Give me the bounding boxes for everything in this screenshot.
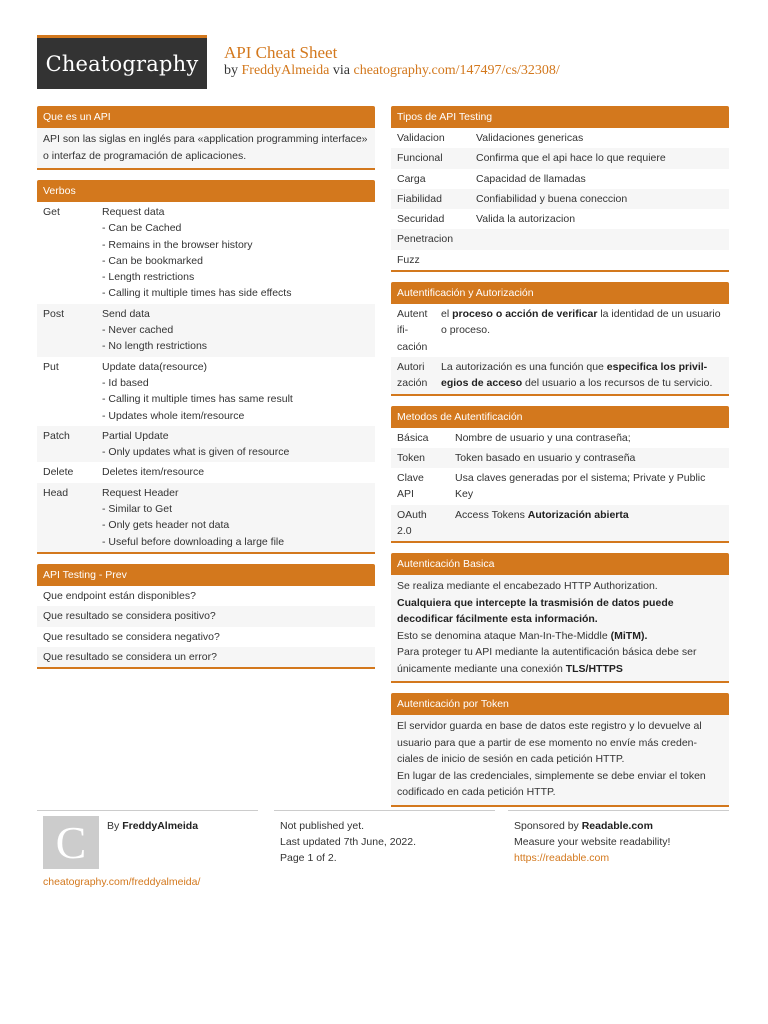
- footer-author-name[interactable]: FreddyAlmeida: [122, 820, 199, 832]
- section-header: Tipos de API Testing: [391, 106, 729, 128]
- footer-status: [280, 818, 416, 866]
- verb-name: Get: [43, 206, 60, 218]
- type-name: Fiabilidad: [397, 192, 442, 205]
- verb-name: Patch: [43, 429, 70, 442]
- bold-text: (MiTM).: [610, 629, 648, 642]
- section-tipos-api-testing: [391, 106, 729, 272]
- sponsor-tagline: Measure your website readability!: [514, 836, 671, 848]
- right-column: [391, 106, 729, 817]
- table-row: [391, 169, 729, 189]
- text-part: Para proteger tu API mediante la autentificación básica debe ser únicamente mediante una conexión: [397, 646, 697, 675]
- text-line: Se realiza mediante el encabezado HTTP Authorization.: [397, 580, 658, 593]
- table-row: [37, 202, 375, 304]
- section-text: [391, 575, 729, 681]
- footer-author: [107, 818, 198, 834]
- section-header: Autenticación Basica: [391, 553, 729, 575]
- table-row: [391, 505, 729, 542]
- text-part: la identidad de un usuario o proceso.: [441, 308, 721, 337]
- byline-by: by: [224, 63, 238, 78]
- verb-name: Put: [43, 360, 59, 373]
- table-row: [391, 357, 729, 394]
- author-link[interactable]: FreddyAlmeida: [241, 63, 330, 78]
- last-updated: Last updated 7th June, 2022.: [280, 836, 417, 848]
- avatar-letter: C: [55, 816, 87, 868]
- cheatography-logo[interactable]: [37, 35, 207, 89]
- type-description: Valida la autorizacion: [476, 213, 576, 226]
- method-description: Usa claves generadas por el sistema; Private y Public Key: [455, 472, 706, 501]
- method-description: Nombre de usuario y una contraseña;: [455, 431, 631, 444]
- type-name: Carga: [397, 172, 426, 185]
- bold-text: proceso o acción de verificar: [452, 308, 598, 321]
- list-item: Que resultado se considera negativo?: [43, 630, 220, 643]
- table-row: [391, 229, 729, 249]
- byline: [224, 63, 560, 79]
- bold-text: Cualquiera que intercepte la trasmisión de datos puede decodificar fácilmente esta información.: [397, 596, 674, 626]
- footer-sponsor: [514, 818, 670, 866]
- section-header: Que es un API: [37, 106, 375, 128]
- type-description: [476, 252, 729, 268]
- text-part: del usuario a los recursos de tu servicio.: [522, 377, 713, 390]
- table-row: [37, 483, 375, 552]
- type-name: Securidad: [397, 213, 445, 226]
- term: Autori zación: [397, 360, 428, 390]
- type-name: Fuzz: [397, 253, 420, 266]
- page-number: Page 1 of 2.: [280, 852, 337, 864]
- text-line: [397, 628, 723, 645]
- left-column: [37, 106, 375, 679]
- type-description: Confirma que el api hace lo que requiere: [476, 152, 666, 165]
- verb-description: Request Header - Similar to Get - Only gets header not data - Useful before downloading a large file: [102, 486, 285, 548]
- method-description: [455, 507, 729, 540]
- sheet-url-link[interactable]: cheatography.com/147497/cs/32308/: [353, 63, 560, 78]
- method-name: OAuth 2.0: [397, 508, 427, 538]
- verb-name: Delete: [43, 466, 74, 479]
- bold-text: especifica los privil-egios de acceso: [441, 360, 708, 390]
- verb-description: Request data - Can be Cached - Remains in the browser history - Can be bookmarked - Length restrictions - Calling it multiple times has side effects: [102, 206, 292, 300]
- table-row: [391, 189, 729, 209]
- list-item: Que resultado se considera positivo?: [37, 606, 375, 626]
- logo-text: Cheatography: [45, 51, 199, 76]
- section-header: Autenticación por Token: [391, 693, 729, 715]
- term: Autent ifi- cación: [397, 308, 428, 353]
- byline-via: via: [332, 63, 350, 78]
- footer-divider: [508, 810, 729, 811]
- list-item: Que resultado se considera un error?: [37, 647, 375, 667]
- term-description: [441, 306, 729, 355]
- table-row: [391, 448, 729, 468]
- table-row: [391, 428, 729, 448]
- sponsor-name[interactable]: Readable.com: [581, 820, 653, 832]
- type-description: Confiabilidad y buena coneccion: [476, 192, 628, 205]
- sponsor-line: [514, 818, 670, 834]
- verb-description: Send data - Never cached - No length restrictions: [102, 307, 208, 353]
- sponsor-prefix: Sponsored by: [514, 820, 582, 832]
- verb-description: Partial Update - Only updates what is given of resource: [102, 429, 290, 459]
- table-row: [37, 462, 375, 482]
- text-line: [397, 644, 723, 677]
- sponsor-url[interactable]: https://readable.com: [514, 852, 610, 864]
- table-row: [391, 148, 729, 168]
- text-part: La autorización es una función que: [441, 360, 607, 373]
- table-row: [391, 209, 729, 229]
- footer-divider: [274, 810, 495, 811]
- bold-text: TLS/HTTPS: [565, 662, 623, 675]
- table-row: [37, 357, 375, 426]
- section-header: Metodos de Autentificación: [391, 406, 729, 428]
- table-row: [391, 250, 729, 270]
- method-name: Clave API: [397, 472, 424, 501]
- section-header: API Testing - Prev: [37, 564, 375, 586]
- type-name: Funcional: [397, 152, 443, 165]
- text-part: el: [441, 308, 453, 321]
- method-name: Básica: [397, 431, 429, 444]
- section-que-es-api: [37, 106, 375, 170]
- section-autenticacion-basica: [391, 553, 729, 683]
- table-row: [391, 128, 729, 148]
- table-row: [37, 304, 375, 357]
- bold-text: Autorización abierta: [527, 508, 629, 521]
- text-part: Esto se denomina ataque Man-In-The-Middle: [397, 629, 611, 642]
- author-avatar[interactable]: [43, 816, 99, 869]
- type-description: Capacidad de llamadas: [476, 172, 586, 185]
- section-autentificacion-autorizacion: [391, 282, 729, 395]
- list-item: Que endpoint están disponibles?: [43, 589, 196, 602]
- footer-author-url[interactable]: cheatography.com/freddyalmeida/: [43, 876, 201, 888]
- type-name: Penetracion: [397, 233, 454, 246]
- section-autenticacion-token: [391, 693, 729, 807]
- section-verbos: [37, 180, 375, 554]
- method-name: Token: [397, 451, 426, 464]
- table-row: [391, 468, 729, 505]
- text-part: Access Tokens: [455, 508, 528, 521]
- verb-description: Update data(resource) - Id based - Calling it multiple times has same result - Updates whole item/resource: [102, 360, 293, 422]
- section-header: Verbos: [37, 180, 375, 202]
- method-description: Token basado en usuario y contraseña: [455, 451, 636, 464]
- verb-name: Post: [43, 307, 65, 320]
- section-api-testing-prev: [37, 564, 375, 669]
- type-description: [476, 231, 729, 247]
- section-metodos-autentificacion: [391, 406, 729, 544]
- verb-name: Head: [43, 486, 69, 499]
- section-text: API son las siglas en inglés para «application programming interface» o interfaz de programación de aplicaciones.: [37, 128, 375, 168]
- publish-status: Not published yet.: [280, 820, 365, 832]
- footer-divider: [37, 810, 258, 811]
- text-line: [397, 595, 723, 628]
- section-header: Autentificación y Autorización: [391, 282, 729, 304]
- sheet-title: API Cheat Sheet: [224, 43, 338, 62]
- verb-description: Deletes item/resource: [102, 466, 205, 479]
- term-description: [441, 359, 729, 392]
- footer-by: By: [107, 820, 120, 832]
- table-row: [391, 304, 729, 357]
- type-name: Validacion: [397, 132, 445, 144]
- type-description: Validaciones genericas: [476, 132, 584, 144]
- table-row: [37, 426, 375, 463]
- section-text: El servidor guarda en base de datos este registro y lo devuelve al usuario para que a partir de ese momento no envíe más creden-ciales de inicio de sesión en cada petición HTTP. En lugar de las credenciales, simplemente se debe enviar el token codificado en cada petición HTTP.: [391, 715, 729, 805]
